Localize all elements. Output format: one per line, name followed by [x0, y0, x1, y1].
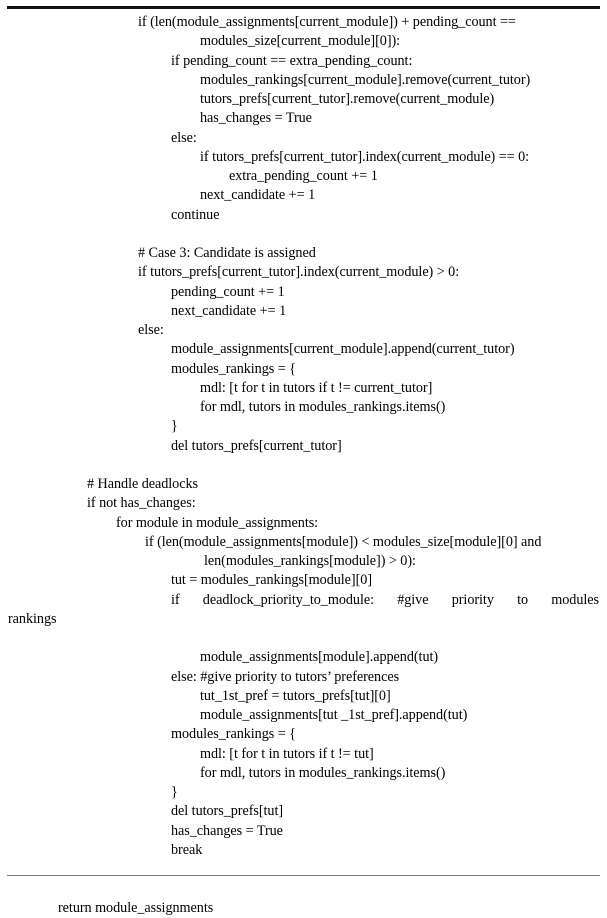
code-line: has_changes = True [200, 110, 312, 127]
code-line: has_changes = True [171, 822, 283, 839]
code-line: module_assignments[module].append(tut) [200, 649, 439, 666]
code-line: for mdl, tutors in modules_rankings.items() [200, 399, 446, 415]
code-line: module_assignments[tut _1st_pref].append(tut) [200, 707, 468, 723]
code-line: pending_count += 1 [171, 283, 285, 300]
code-line: modules_rankings = { [171, 360, 296, 377]
code-line: else: #give priority to tutors’ preferences [171, 668, 400, 685]
code-line: if tutors_prefs[current_tutor].index(current_module) > 0: [138, 264, 460, 281]
code-line: tutors_prefs[current_tutor].remove(current_module) [200, 91, 495, 107]
code-line: tut_1st_pref = tutors_prefs[tut][0] [200, 687, 391, 704]
code-line: for module in module_assignments: [116, 514, 319, 531]
code-line: for mdl, tutors in modules_rankings.items() [200, 764, 446, 781]
code-line: } [171, 418, 178, 435]
code-blank-line [8, 456, 599, 475]
code-blank-line [8, 629, 599, 648]
code-line: else: [138, 322, 164, 338]
code-line: continue [171, 206, 220, 223]
code-blank-line [8, 225, 599, 244]
code-line: return module_assignments [58, 899, 214, 916]
code-line: mdl: [t for t in tutors if t != tut] [200, 745, 374, 762]
code-line: # Handle deadlocks [87, 476, 198, 492]
code-blank-line [8, 860, 599, 879]
code-line: rankings [8, 610, 57, 627]
code-line: modules_rankings = { [171, 726, 296, 743]
code-line: tut = modules_rankings[module][0] [171, 572, 373, 589]
code-line: next_candidate += 1 [171, 302, 287, 319]
code-line: mdl: [t for t in tutors if t != current_tutor] [200, 379, 433, 396]
code-line: del tutors_prefs[current_tutor] [171, 437, 342, 454]
code-line: if (len(module_assignments[current_module]) + pending_count == [138, 14, 516, 30]
code-line: if pending_count == extra_pending_count: [171, 52, 413, 69]
code-line: if tutors_prefs[current_tutor].index(current_module) == 0: [200, 148, 530, 165]
code-line: extra_pending_count += 1 [229, 168, 378, 184]
code-line: modules_size[current_module][0]): [200, 33, 401, 50]
code-line: if not has_changes: [87, 495, 196, 512]
code-line: next_candidate += 1 [200, 187, 316, 204]
code-line: if (len(module_assignments[module]) < modules_size[module][0] and [145, 533, 542, 550]
code-line: del tutors_prefs[tut] [171, 803, 284, 820]
code-line: len(modules_rankings[module]) > 0): [204, 553, 416, 569]
code-line-text: if deadlock_priority_to_module: #give priority to modules [171, 591, 599, 608]
code-line: modules_rankings[current_module].remove(current_tutor) [200, 71, 531, 88]
code-line [8, 591, 599, 610]
code-blank-line [8, 879, 599, 898]
code-line: } [171, 784, 178, 800]
code-line: # Case 3: Candidate is assigned [138, 245, 316, 261]
code-line: module_assignments[current_module].append(current_tutor) [171, 341, 515, 358]
code-line: break [171, 841, 203, 858]
code-block [8, 13, 599, 918]
code-line: else: [171, 129, 197, 146]
bottom-horizontal-rule [7, 875, 600, 876]
top-horizontal-rule [7, 6, 600, 9]
